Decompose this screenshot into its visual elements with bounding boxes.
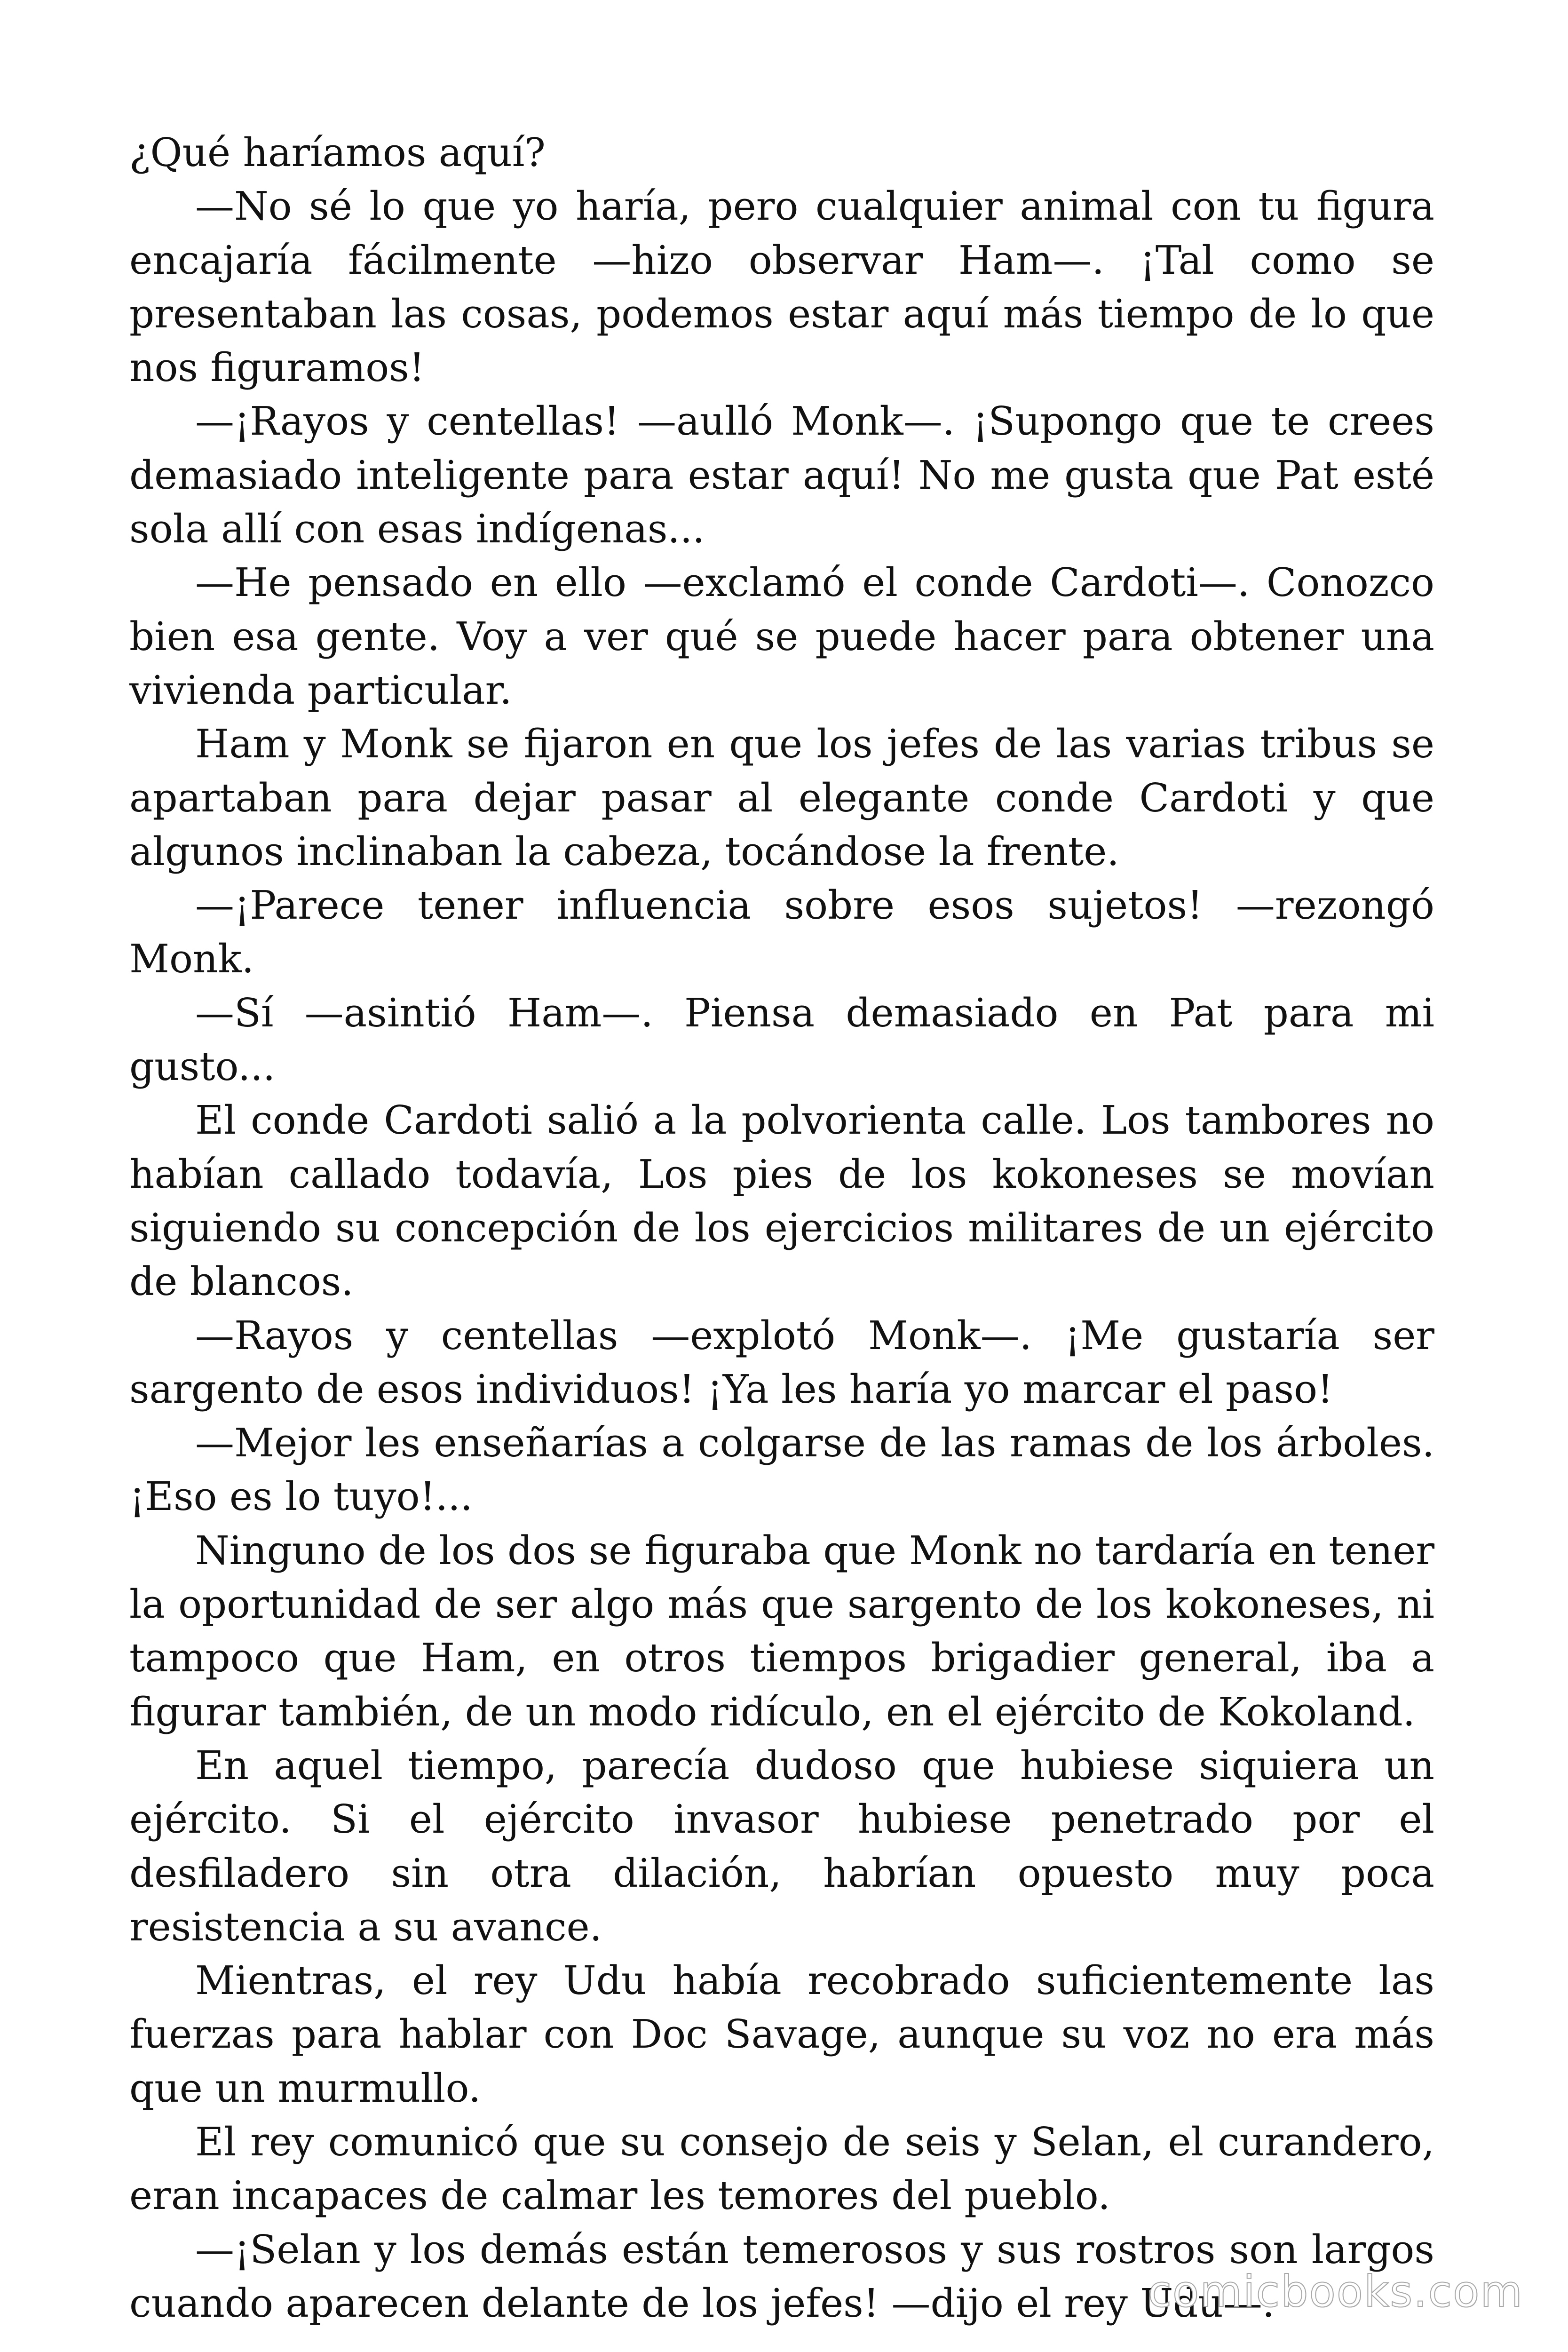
paragraph: —He pensado en ello —exclamó el conde Cardoti—. Conozco bien esa gente. Voy a ver qué se puede hacer para obtener una vivienda particular. [129, 560, 1434, 713]
paragraph: Mientras, el rey Udu había recobrado suficientemente las fuerzas para hablar con Doc Savage, aunque su voz no era más que un murmullo. [129, 1958, 1434, 2111]
paragraph: —Mejor les enseñarías a colgarse de las ramas de los árboles. ¡Eso es lo tuyo!... [129, 1420, 1434, 1520]
paragraph: —¡Parece tener influencia sobre esos sujetos! —rezongó Monk. [129, 882, 1434, 982]
paragraph: En aquel tiempo, parecía dudoso que hubiese siquiera un ejército. Si el ejército invasor hubiese penetrado por el desfiladero sin otra dilación, habrían opuesto muy poca resistencia a su avance. [129, 1742, 1434, 1950]
paragraph: El conde Cardoti salió a la polvorienta calle. Los tambores no habían callado todavía, Los pies de los kokoneses se movían siguiendo su concepción de los ejercicios militares de un ejército de blancos. [129, 1097, 1434, 1305]
paragraph: El rey comunicó que su consejo de seis y Selan, el curandero, eran incapaces de calmar les temores del pueblo. [129, 2119, 1434, 2219]
paragraph: Ham y Monk se fijaron en que los jefes de las varias tribus se apartaban para dejar pasar al elegante conde Cardoti y que algunos inclinaban la cabeza, tocándose la frente. [129, 721, 1434, 874]
paragraph: ¿Qué haríamos aquí? [129, 130, 546, 175]
paragraph: —Sí —asintió Ham—. Piensa demasiado en Pat para mi gusto... [129, 990, 1434, 1090]
body-text [129, 126, 1434, 2330]
paragraph: —¡Rayos y centellas! —aulló Monk—. ¡Supongo que te crees demasiado inteligente para estar aquí! No me gusta que Pat esté sola allí con esas indígenas... [129, 398, 1434, 552]
paragraph: —Rayos y centellas —explotó Monk—. ¡Me gustaría ser sargento de esos individuos! ¡Ya les haría yo marcar el paso! [129, 1312, 1434, 1412]
paragraph: —¡Selan y los demás están temerosos y sus rostros son largos cuando aparecen delante de los jefes! —dijo el rey Udu—. [129, 2226, 1434, 2326]
watermark: comicbooks.com [1148, 2266, 1523, 2317]
paragraph: —No sé lo que yo haría, pero cualquier animal con tu figura encajaría fácilmente —hizo observar Ham—. ¡Tal como se presentaban las cosas, podemos estar aquí más tiempo de lo que nos figuramos! [129, 183, 1434, 391]
paragraph: Ninguno de los dos se figuraba que Monk no tardaría en tener la oportunidad de ser algo más que sargento de los kokoneses, ni tampoco que Ham, en otros tiempos brigadier general, iba a figurar también, de un modo ridículo, en el ejército de Kokoland. [129, 1527, 1434, 1735]
